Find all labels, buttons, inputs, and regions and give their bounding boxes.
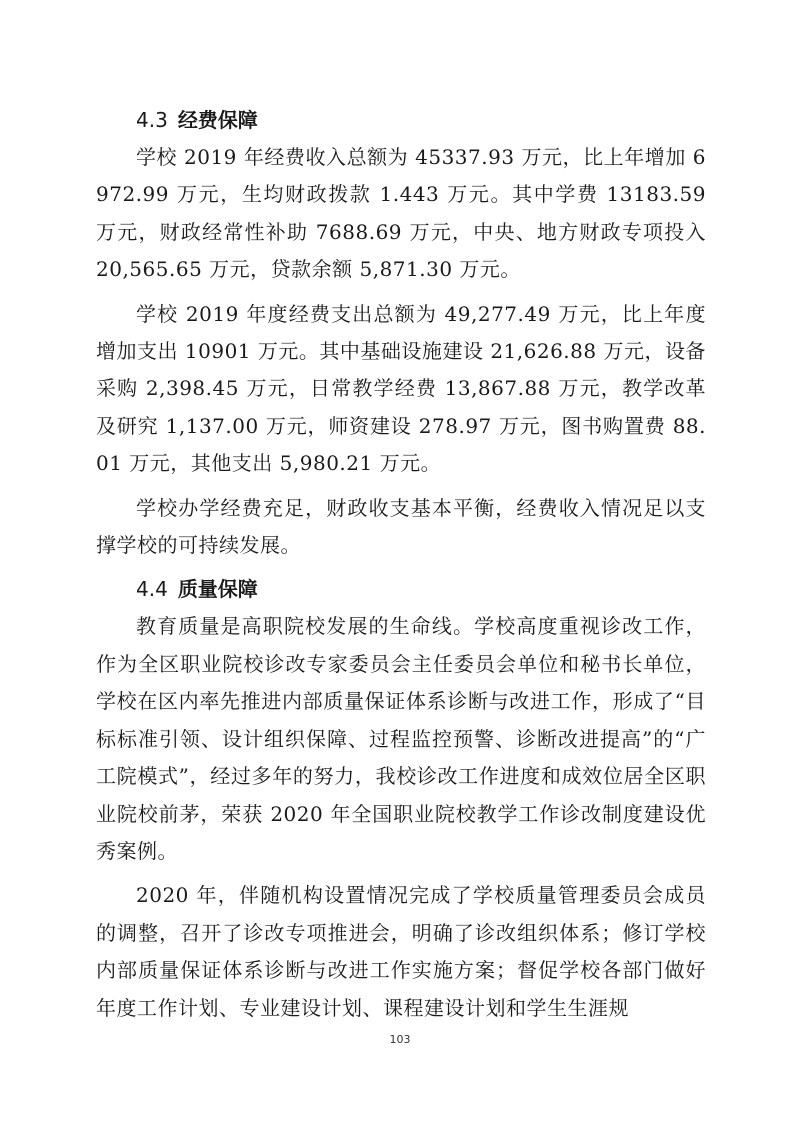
section-number: 4.4 [136,577,168,602]
section-title: 经费保障 [177,108,258,132]
paragraph-funding-summary: 学校办学经费充足，财政收支基本平衡，经费收入情况足以支撑学校的可持续发展。 [96,495,706,558]
page-number: 103 [389,1033,411,1046]
section-title: 质量保障 [177,577,258,602]
paragraph-expenditure: 学校 2019 年度经费支出总额为 49,277.49 万元，比上年度增加支出 10901 万元。其中基础设施建设 21,626.88 万元，设备采购 2,398.45 万元，日常教学经费 13,867.88 万元，教学改革及研究 1,137.00 万元，师资建设 278.97 万元，图书购置费 88.01 万元，其他支出 5,980.21 万元。 [96,301,706,476]
paragraph-quality-intro: 教育质量是高职院校发展的生命线。学校高度重视诊改工作，作为全区职业院校诊改专家委员会主任委员会单位和秘书长单位，学校在区内率先推进内部质量保证体系诊断与改进工作，形成了“目标标准引领、设计组织保障、过程监控预警、诊断改进提高”的“广工院模式”，经过多年的努力，我校诊改工作进度和成效位居全区职业院校前茅，荣获 2020 年全国职业院校教学工作诊改制度建设优秀案例。 [96,614,706,863]
paragraph-income: 学校 2019 年经费收入总额为 45337.93 万元，比上年增加 6972.99 万元，生均财政拨款 1.443 万元。其中学费 13183.59 万元，财政经常性补助 7688.69 万元，中央、地方财政专项投入 20,565.65 万元，贷款余额 5,871.30 万元。 [96,145,706,282]
section-number: 4.3 [136,108,168,132]
section-heading-funding [96,102,706,139]
page-content [96,102,706,1034]
section-heading-quality [96,571,706,608]
paragraph-quality-2020: 2020 年，伴随机构设置情况完成了学校质量管理委员会成员的调整，召开了诊改专项推进会，明确了诊改组织体系；修订学校内部质量保证体系诊断与改进工作实施方案；督促学校各部门做好年度工作计划、专业建设计划、课程建设计划和学生生涯规 [96,883,706,1020]
